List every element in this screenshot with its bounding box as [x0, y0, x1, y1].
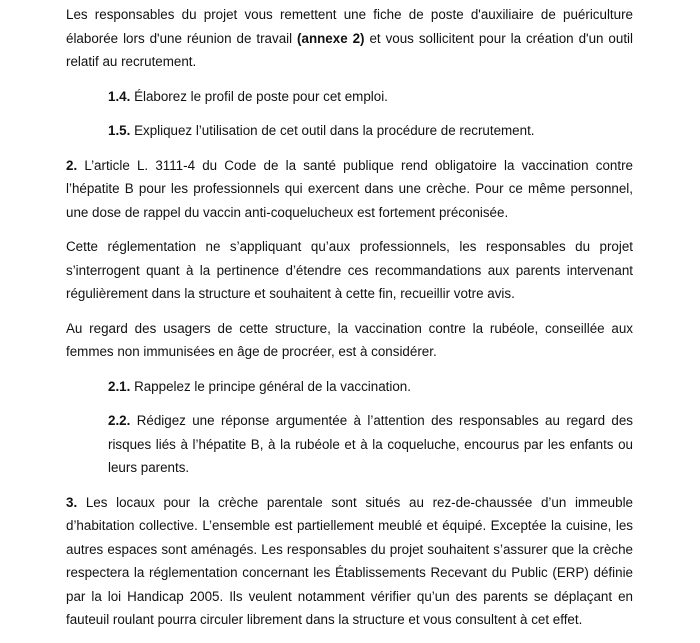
annex-reference: (annexe 2) — [297, 30, 365, 46]
question-2 — [66, 154, 633, 225]
regulation-paragraph: Cette réglementation ne s’appliquant qu’aux professionnels, les responsables du projet s’interrogent quant à la pertinence d’étendre ces recommandations aux parents intervenant régulièrement dans la structure et souhaitent à cette fin, recueillir votre avis. — [66, 239, 633, 301]
question-text: Expliquez l’utilisation de cet outil dans la procédure de recrutement. — [130, 123, 535, 138]
intro-text-before: Les responsables du projet vous remettent une fiche de poste d'auxiliaire de puériculture élaborée lors d'une réunion de travail — [66, 7, 633, 46]
question-text: Rédigez une réponse argumentée à l’attention des responsables au regard des risques liés à l’hépatite B, à la rubéole et à la coqueluche, encourus par les enfants ou leurs parents. — [108, 413, 633, 475]
question-number: 3. — [66, 494, 78, 510]
question-number: 2.2. — [108, 413, 131, 428]
question-text: L’article L. 3111-4 du Code de la santé publique rend obligatoire la vaccination contre l’hépatite B pour les professionnels qui exercent dans une crèche. Pour ce même personnel, une dose de rappel du vaccin anti-coquelucheux est fortement préconisée. — [66, 157, 633, 220]
question-text: Élaborez le profil de poste pour cet emploi. — [130, 88, 388, 104]
question-1-4 — [108, 85, 633, 109]
question-number: 2.1. — [108, 378, 131, 394]
question-number: 1.5. — [108, 123, 131, 138]
question-number: 1.4. — [108, 88, 131, 104]
question-text: Rappelez le principe général de la vaccination. — [130, 378, 411, 394]
intro-paragraph — [66, 3, 633, 74]
rubella-paragraph: Au regard des usagers de cette structure, la vaccination contre la rubéole, conseillée aux femmes non immunisées en âge de procréer, est à considérer. — [66, 320, 633, 359]
document-page — [66, 3, 633, 643]
question-3 — [66, 491, 633, 632]
question-number: 2. — [66, 157, 78, 173]
question-text: Les locaux pour la crèche parentale sont situés au rez-de-chaussée d’un immeuble d’habitation collective. L’ensemble est partiellement meublé et équipé. Exceptée la cuisine, les autres espaces sont aménagés. Les responsables du projet souhaitent s’assurer que la crèche respectera la réglementation concernant les Établissements Recevant du Public (ERP) définie par la loi Handicap 2005. Ils veulent notamment vérifier qu’un des parents se déplaçant en fauteuil roulant pourra circuler librement dans la structure et vous consultent à cet effet. — [66, 494, 633, 627]
question-2-2 — [108, 409, 633, 480]
intro-text-after: et vous sollicitent pour la création d'un outil relatif au recrutement. — [66, 30, 633, 69]
question-1-5 — [108, 119, 633, 143]
question-2-1 — [108, 375, 633, 399]
